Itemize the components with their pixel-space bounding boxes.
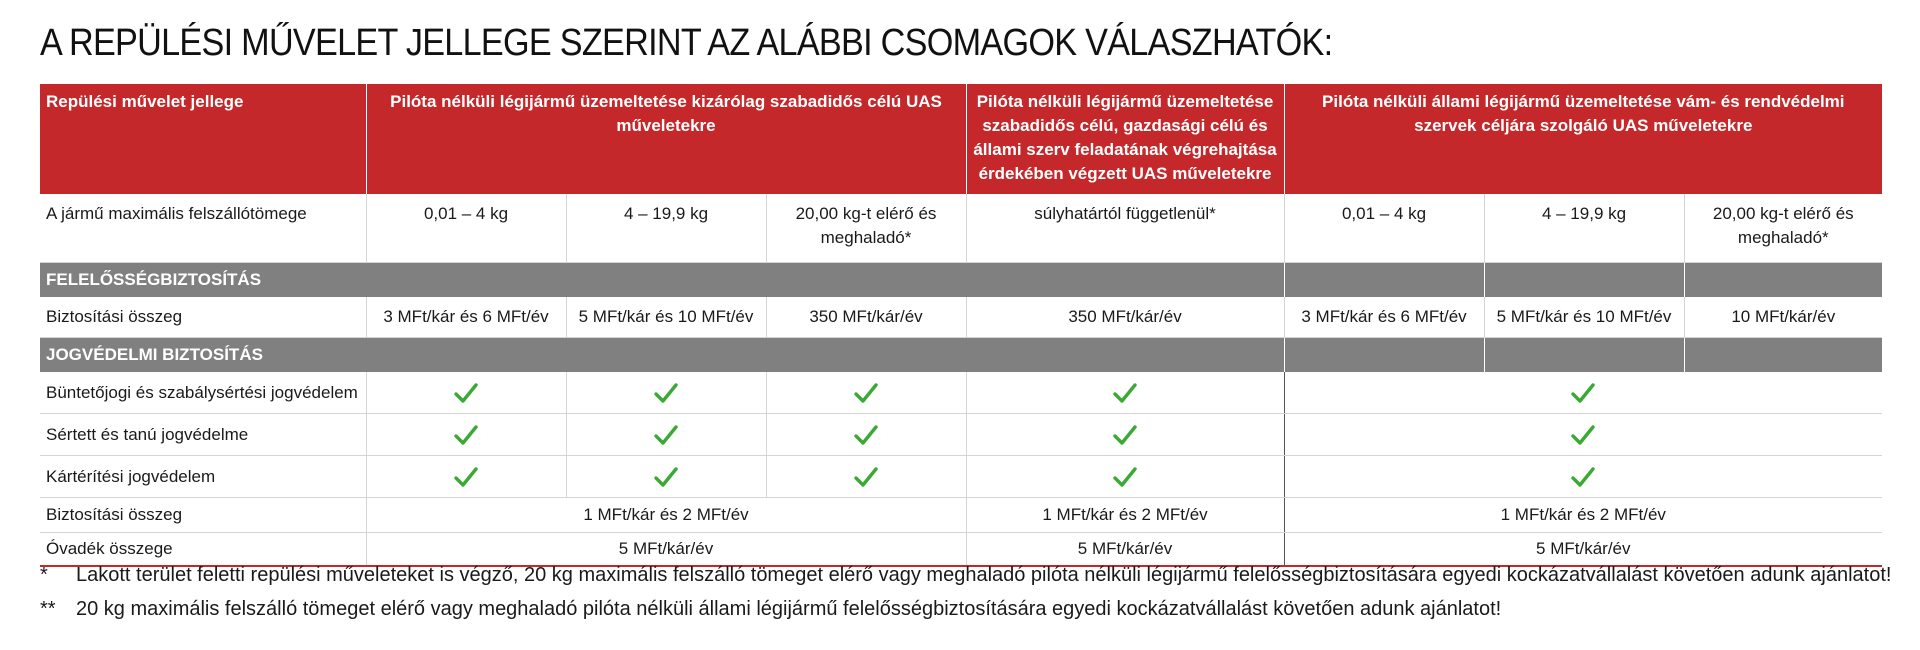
section-title: FELELŐSSÉGBIZTOSÍTÁS	[40, 263, 1284, 298]
table-cell: 350 MFt/kár/év	[966, 297, 1284, 338]
section-filler	[1484, 338, 1684, 373]
check-icon	[453, 423, 479, 447]
table-row-liability-sum	[40, 297, 1882, 338]
check-cell	[1284, 456, 1882, 498]
table-cell: 20,00 kg-t elérő és meghaladó*	[766, 194, 966, 263]
section-header-legal	[40, 338, 1882, 373]
section-filler	[1284, 338, 1484, 373]
table-cell: 3 MFt/kár és 6 MFt/év	[1284, 297, 1484, 338]
footnote-text: Lakott terület feletti repülési műveleteket is végző, 20 kg maximális felszálló tömeget elérő vagy meghaladó pilóta nélküli légijármű felelősségbiztosítására egyedi kockázatvállalást követően adunk ajánlatot!	[76, 564, 1892, 586]
check-icon	[1570, 381, 1596, 405]
check-cell	[366, 456, 566, 498]
footnote-mark: *	[40, 564, 48, 586]
check-cell	[766, 372, 966, 414]
row-label: Biztosítási összeg	[40, 297, 366, 338]
page-title: A REPÜLÉSI MŰVELET JELLEGE SZERINT AZ ALÁBBI CSOMAGOK VÁLASZHATÓK:	[40, 22, 1333, 64]
table-cell: 0,01 – 4 kg	[366, 194, 566, 263]
check-cell	[366, 414, 566, 456]
table-cell: 1 MFt/kár és 2 MFt/év	[366, 498, 966, 533]
table-cell: 4 – 19,9 kg	[566, 194, 766, 263]
row-label: Sértett és tanú jogvédelme	[40, 414, 366, 456]
check-cell	[966, 456, 1284, 498]
section-filler	[1684, 263, 1882, 298]
table-cell: 3 MFt/kár és 6 MFt/év	[366, 297, 566, 338]
check-cell	[966, 372, 1284, 414]
row-label: Óvadék összege	[40, 533, 366, 567]
table-row-criminal-legal	[40, 372, 1882, 414]
check-cell	[366, 372, 566, 414]
table-cell: 1 MFt/kár és 2 MFt/év	[1284, 498, 1882, 533]
check-icon	[853, 465, 879, 489]
table-row-legal-sum	[40, 498, 1882, 533]
row-label: Büntetőjogi és szabálysértési jogvédelem	[40, 372, 366, 414]
check-icon	[453, 381, 479, 405]
section-filler	[1684, 338, 1882, 373]
check-icon	[1112, 423, 1138, 447]
table-cell: 5 MFt/kár/év	[1284, 533, 1882, 567]
header-group-recreational: Pilóta nélküli légijármű üzemeltetése kizárólag szabadidős célú UAS műveletekre	[366, 84, 966, 194]
check-icon	[653, 465, 679, 489]
row-label: A jármű maximális felszállótömege	[40, 194, 366, 263]
check-icon	[1570, 465, 1596, 489]
table-cell: 5 MFt/kár/év	[966, 533, 1284, 567]
section-filler	[1284, 263, 1484, 298]
table-cell: 5 MFt/kár és 10 MFt/év	[566, 297, 766, 338]
check-icon	[653, 381, 679, 405]
check-cell	[566, 414, 766, 456]
footnote-text: 20 kg maximális felszálló tömeget elérő vagy meghaladó pilóta nélküli állami légijármű felelősségbiztosítására egyedi kockázatvállalást követően adunk ajánlatot!	[76, 598, 1502, 620]
row-label: Kártérítési jogvédelem	[40, 456, 366, 498]
table-cell: 0,01 – 4 kg	[1284, 194, 1484, 263]
insurance-packages-table	[40, 84, 1882, 567]
table-cell: 5 MFt/kár és 10 MFt/év	[1484, 297, 1684, 338]
check-icon	[1570, 423, 1596, 447]
check-icon	[453, 465, 479, 489]
check-icon	[853, 423, 879, 447]
table-cell: 1 MFt/kár és 2 MFt/év	[966, 498, 1284, 533]
check-icon	[1112, 465, 1138, 489]
table-row-damages-legal	[40, 456, 1882, 498]
check-cell	[966, 414, 1284, 456]
section-filler	[1484, 263, 1684, 298]
table-cell: súlyhatártól függetlenül*	[966, 194, 1284, 263]
table-cell: 350 MFt/kár/év	[766, 297, 966, 338]
table-cell: 4 – 19,9 kg	[1484, 194, 1684, 263]
header-operation-type: Repülési művelet jellege	[40, 84, 366, 194]
section-title: JOGVÉDELMI BIZTOSÍTÁS	[40, 338, 1284, 373]
check-cell	[566, 372, 766, 414]
table-row-max-takeoff-mass	[40, 194, 1882, 263]
check-cell	[1284, 372, 1882, 414]
check-cell	[566, 456, 766, 498]
row-label: Biztosítási összeg	[40, 498, 366, 533]
check-cell	[1284, 414, 1882, 456]
footnote-mark: **	[40, 598, 56, 620]
table-header-row	[40, 84, 1882, 194]
table-cell: 20,00 kg-t elérő és meghaladó*	[1684, 194, 1882, 263]
header-group-commercial: Pilóta nélküli légijármű üzemeltetése szabadidős célú, gazdasági célú és állami szerv feladatának végrehajtása érdekében végzett UAS műveletekre	[966, 84, 1284, 194]
table-cell: 10 MFt/kár/év	[1684, 297, 1882, 338]
check-cell	[766, 414, 966, 456]
table-cell: 5 MFt/kár/év	[366, 533, 966, 567]
check-icon	[853, 381, 879, 405]
check-icon	[653, 423, 679, 447]
check-cell	[766, 456, 966, 498]
section-header-liability	[40, 263, 1882, 298]
table-row-victim-witness-legal	[40, 414, 1882, 456]
header-group-state: Pilóta nélküli állami légijármű üzemeltetése vám- és rendvédelmi szervek céljára szolgáló UAS műveletekre	[1284, 84, 1882, 194]
check-icon	[1112, 381, 1138, 405]
